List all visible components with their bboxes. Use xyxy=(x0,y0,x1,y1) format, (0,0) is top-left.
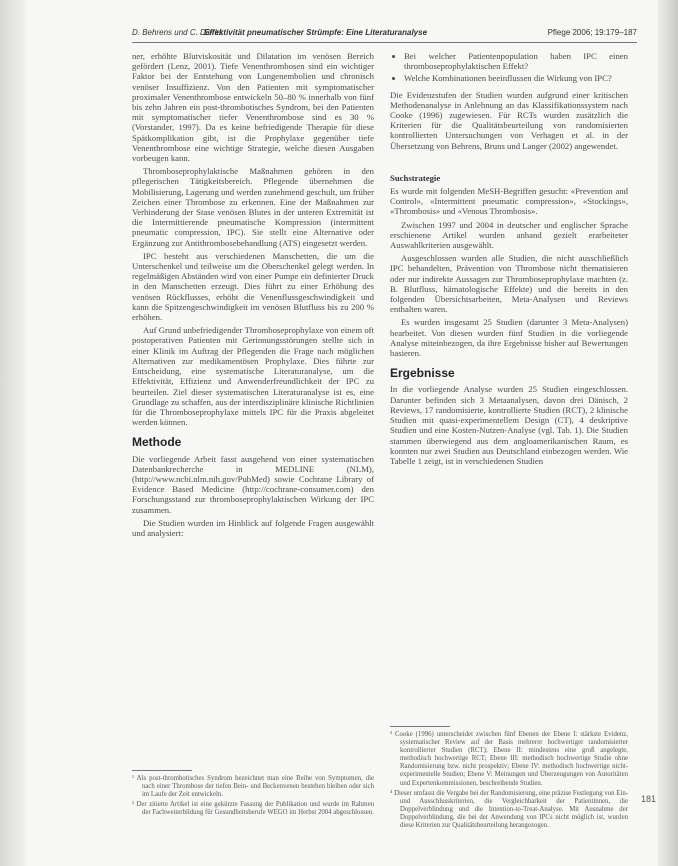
question-list xyxy=(390,51,628,84)
footnote: ² Der zitierte Artikel ist eine gekürzte Fassung der Publikation und wurde im Rahmen der Fachweiterbildung für Gesundheitsberufe WEGO im Herbst 2004 abgeschlossen. xyxy=(132,801,374,817)
header-title: Effektivität pneumatischer Strümpfe: Eine Literaturanalyse xyxy=(204,28,428,37)
footnote-rule xyxy=(390,726,450,727)
header-authors: D. Behrens und C. Dierks xyxy=(132,28,223,37)
body-paragraph: Auf Grund unbefriedigender Thromboseprophylaxe von einem oft postoperativen Patienten mit Gerinnungsstörungen stellte sich in einer Klinik im Auftrag der Pflegenden die Frage nach möglichen Alternativen zur medikamentösen Prophylaxe. Dies führte zur Entscheidung, eine systematische Literaturanalyse, um die Effektivität, Effizienz und Anwenderfreundlichkeit der IPC zu beurteilen. Ziel dieser systematischen Literaturanalyse ist es, eine Grundlage zu schaffen, aus der interdisziplinäre klinische Richtlinien für die Thromboseprophylaxe mittels IPC für die Praxis abgeleitet werden können. xyxy=(132,325,374,428)
body-paragraph: Thromboseprophylaktische Maßnahmen gehören in den pflegerischen Tätigkeitsbereich. Pflegende übernehmen die Mobilisierung, Lagerung und werden zunehmend geschult, um früher Zeichen einer Thrombose zu erkennen. Eine der Maßnahmen zur Verhinderung der Stase venösen Blutes in der unteren Extremität ist die Intermittierende pneumatische Kompression (intermittent pneumatic compression, IPC). Sie stellt eine Alternative oder Ergänzung zur Antithrombosebehandlung (ATS) eingesetzt werden. xyxy=(132,166,374,248)
body-paragraph: IPC besteht aus verschiedenen Manschetten, die um die Unterschenkel und teilweise um die Oberschenkel gelegt werden. In regelmäßigen Abständen wird von einer Pumpe ein definierter Druck in den Manschetten erzeugt. Dies führt zu einer Erhöhung des venösen Rückflusses, erhöht die Venenflussgeschwindigkeit und kann die Spitzengeschwindigkeit im venösen Blutfluss bis zu 200 % erhöhen. xyxy=(132,250,374,323)
methods-heading: Methode xyxy=(132,435,182,450)
running-header xyxy=(132,27,637,43)
page-edge-shadow xyxy=(658,0,678,866)
body-paragraph: Die Studien wurden im Hinblick auf folgende Fragen ausgewählt und analysiert: xyxy=(132,517,374,538)
right-column xyxy=(390,51,628,469)
footnote: ³ Cooke (1996) unterscheidet zwischen fünf Ebenen der Ebene I: stärkste Evidenz, systematischer Review auf der Basis mehrerer hochwertiger randomisierter kontrollierter Studien (RCT); Ebene II: mindestens eine groß angelegte, methodisch hochwertige RCT; Ebene III: methodisch hochwertige Studie ohne Randomisierung bzw. nicht prospektiv; Ebene IV: methodisch hochwertige nicht-experimentelle Studien; Ebene V: Meinungen und Überzeugungen von Autoritäten und Expertenkommissionen, beschreibende Studien. xyxy=(390,731,628,787)
body-paragraph: In die vorliegende Analyse wurden 25 Studien eingeschlossen. Darunter befinden sich 3 Metaanalysen, davon drei Dänisch, 2 Reviews, 17 randomisierte, kontrollierte Studien (RCT), 2 klinische Studien mit quasi-experimentellem Design (CT), 4 deskriptive Studien und eine Kosten-Nutzen-Analyse (vgl. Tab. 1). Die Studien stammen überwiegend aus dem angloamerikanischen Raum, es konnten nur zwei Studien aus Deutschland einbezogen werden. Wie Tabelle 1 zeigt, ist in verschiedenen Studien xyxy=(390,384,628,466)
search-heading: Suchstrategie xyxy=(390,172,441,183)
body-paragraph: Zwischen 1997 und 2004 in deutscher und englischer Sprache erschienene Artikel wurden anhand gezielt erarbeiteter Auswahlkriterien ausgewählt. xyxy=(390,219,628,251)
right-footnotes xyxy=(390,716,628,832)
body-paragraph: ner, erhöhte Blutviskosität und Dilatation im venösen Bereich gefördert (Lenz, 2001). Tiefe Venenthrombosen sind ein wichtiger Faktor bei der Entstehung von Lungenembolien und chronisch venöser Insuffizienz. Von den Patienten mit symptomatischer proximaler Venenthrombose entwickeln 50–80 % innerhalb von fünf bis zehn Jahren ein post-thrombotisches Syndrom, bei den Patienten mit symptomatischer tiefer Venenthrombose sind es 30 % (Vorstander, 1997). Da es keine befriedigende Therapie für diese Spätkomplikation gibt, ist die Prophylaxe gegenüber tiefe Venenthrombose eine wichtige Strategie, welche diesen Ausgaben vorbeugen kann. xyxy=(132,51,374,164)
question-item: • Welche Kombinationen beeinflussen die Wirkung von IPC? xyxy=(404,73,628,83)
header-rule xyxy=(132,42,637,43)
left-column xyxy=(132,51,374,541)
footnote-rule xyxy=(132,770,192,771)
page-number: 181 xyxy=(641,794,657,804)
body-paragraph: Die vorliegende Arbeit fasst ausgehend von einer systematischen Datenbankrecherche in MEDLINE (NLM), (http://www.ncbi.nlm.nih.gov/PubMed) sowie Cochrane Library of Evidence Based Medicine (http://cochrane-consumer.com) den Forschungsstand zur thromboseprophylaktischen Wirkung der IPC zusammen. xyxy=(132,453,374,515)
footnote: ⁴ Dieser umfasst die Vergabe bei der Randomisierung, eine präzise Festlegung von Ein- und Ausschlusskriterien, die Vergleichbarkeit der Patientinnen, die Doppelverblindung und die Intention-to-Treat-Analyse. Mit Ausnahme der Doppelverblindung, die bei der Anwendung von IPCs nicht möglich ist, wurden diese Kriterien zur Qualitätsbeurteilung herangezogen. xyxy=(390,789,628,830)
footnote: ¹ Als post-thrombotisches Syndrom bezeichnet man eine Reihe von Symptomen, die nach einer Thrombose der tiefen Bein- und Beckenvenen bestehen bleiben oder sich im Laufe der Zeit entwickeln. xyxy=(132,775,374,799)
body-paragraph: Die Evidenzstufen der Studien wurden aufgrund einer kritischen Methodenanalyse in Anlehnung an das Klassifikationssystem nach Cooke (1996) zugewiesen. Für RCTs wurden zusätzlich die Kriterien für die Qualitätsbeurteilung von randomisierten kontrollierten Untersuchungen von Verhagen et al. in der Übersetzung von Behrens, Bruns und Langer (2002) angewendet. xyxy=(390,89,628,151)
body-paragraph: Ausgeschlossen wurden alle Studien, die nicht ausschließlich IPC behandelten, Prävention von Thrombose nicht thematisieren oder nur indirekte Aussagen zur Thromboseprophylaxe machten (z. B. Blutfluss, hämatologische Effekte) und die bereits in den folgenden Übersichtsarbeiten, Meta-Analysen und Reviews enthalten waren. xyxy=(390,253,628,315)
book-spine-shadow xyxy=(0,0,26,866)
body-paragraph: Es wurde mit folgenden MeSH-Begriffen gesucht: «Prevention and Control», «Intermittent pneumatic compression», «Stockings», «Thrombosis» und «Venous Thrombosis». xyxy=(390,186,628,217)
results-heading: Ergebnisse xyxy=(390,366,455,381)
question-item: • Bei welcher Patientenpopulation haben IPC einen thromboseprophylaktischen Effekt? xyxy=(404,51,628,71)
body-paragraph: Es wurden insgesamt 25 Studien (darunter 3 Meta-Analysen) bearbeitet. Von diesen wurden fünf Studien in die vorliegende Analyse miteinbezogen, da ihre Ergebnisse bisher auf Bewertungen basieren. xyxy=(390,317,628,359)
left-footnotes xyxy=(132,760,374,819)
header-citation: Pflege 2006; 19:179–187 xyxy=(547,28,637,37)
